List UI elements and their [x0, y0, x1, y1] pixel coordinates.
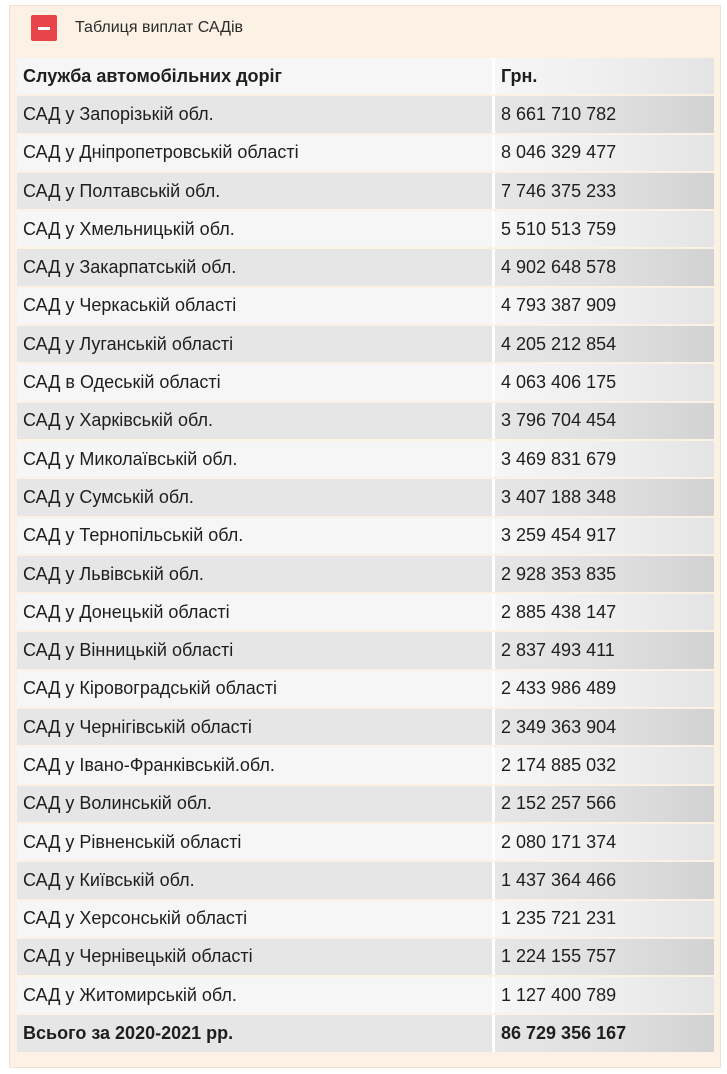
amount-cell: 2 174 885 032	[495, 747, 714, 783]
table-row	[17, 786, 714, 822]
amount-cell: 2 349 363 904	[495, 709, 714, 745]
service-name-cell: САД у Чернігівській області	[17, 709, 495, 745]
amount-cell: 3 796 704 454	[495, 403, 714, 439]
table-row	[17, 901, 714, 937]
table-row	[17, 249, 714, 285]
service-name-cell: САД у Херсонській області	[17, 901, 495, 937]
service-name-cell: САД у Київській обл.	[17, 862, 495, 898]
service-name-cell: САД в Одеській області	[17, 364, 495, 400]
table-row	[17, 288, 714, 324]
amount-cell: 2 433 986 489	[495, 671, 714, 707]
service-name-cell: САД у Івано-Франківській.обл.	[17, 747, 495, 783]
amount-cell: 2 837 493 411	[495, 632, 714, 668]
amount-cell: 4 902 648 578	[495, 249, 714, 285]
amount-cell: 3 469 831 679	[495, 441, 714, 477]
amount-cell: 1 127 400 789	[495, 977, 714, 1013]
service-name-cell: САД у Вінницькій області	[17, 632, 495, 668]
panel-header[interactable]	[10, 6, 720, 50]
amount-cell: 1 224 155 757	[495, 939, 714, 975]
service-name-cell: САД у Львівській обл.	[17, 556, 495, 592]
payments-table	[17, 56, 714, 1054]
table-row	[17, 747, 714, 783]
service-name-cell: САД у Кіровоградській області	[17, 671, 495, 707]
table-row	[17, 977, 714, 1013]
amount-cell: 1 437 364 466	[495, 862, 714, 898]
table-header-row	[17, 58, 714, 94]
table-row	[17, 326, 714, 362]
service-name-cell: САД у Хмельницькій обл.	[17, 211, 495, 247]
table-body	[17, 58, 714, 1052]
table-row	[17, 518, 714, 554]
service-name-cell: САД у Закарпатській обл.	[17, 249, 495, 285]
table-row	[17, 709, 714, 745]
service-name-cell: САД у Харківській обл.	[17, 403, 495, 439]
service-name-cell: САД у Запорізькій обл.	[17, 96, 495, 132]
table-row	[17, 479, 714, 515]
amount-cell: 3 407 188 348	[495, 479, 714, 515]
table-row	[17, 632, 714, 668]
table-row	[17, 594, 714, 630]
service-name-cell: Всього за 2020-2021 рр.	[17, 1015, 495, 1051]
amount-cell: 4 793 387 909	[495, 288, 714, 324]
amount-cell: 3 259 454 917	[495, 518, 714, 554]
amount-cell: 5 510 513 759	[495, 211, 714, 247]
amount-cell: 2 885 438 147	[495, 594, 714, 630]
table-total-row	[17, 1015, 714, 1051]
amount-cell: 2 928 353 835	[495, 556, 714, 592]
amount-cell: 4 205 212 854	[495, 326, 714, 362]
service-name-cell: САД у Черкаській області	[17, 288, 495, 324]
service-name-cell: САД у Дніпропетровській області	[17, 135, 495, 171]
service-name-cell: САД у Тернопільській обл.	[17, 518, 495, 554]
service-name-cell: САД у Луганській області	[17, 326, 495, 362]
service-name-cell: САД у Миколаївській обл.	[17, 441, 495, 477]
table-row	[17, 173, 714, 209]
service-name-cell: САД у Полтавській обл.	[17, 173, 495, 209]
amount-cell: 8 661 710 782	[495, 96, 714, 132]
table-row	[17, 211, 714, 247]
table-row	[17, 364, 714, 400]
amount-cell: 86 729 356 167	[495, 1015, 714, 1051]
service-name-cell: САД у Житомирській обл.	[17, 977, 495, 1013]
table-row	[17, 441, 714, 477]
column-header-amount: Грн.	[495, 58, 714, 94]
table-row	[17, 671, 714, 707]
service-name-cell: САД у Сумській обл.	[17, 479, 495, 515]
table-row	[17, 403, 714, 439]
table-row	[17, 939, 714, 975]
table-row	[17, 824, 714, 860]
collapsible-panel	[9, 5, 721, 1068]
minus-icon	[38, 27, 50, 30]
amount-cell: 7 746 375 233	[495, 173, 714, 209]
amount-cell: 2 080 171 374	[495, 824, 714, 860]
amount-cell: 8 046 329 477	[495, 135, 714, 171]
collapse-toggle-button[interactable]	[31, 15, 57, 41]
service-name-cell: САД у Волинській обл.	[17, 786, 495, 822]
table-row	[17, 862, 714, 898]
amount-cell: 1 235 721 231	[495, 901, 714, 937]
amount-cell: 2 152 257 566	[495, 786, 714, 822]
table-row	[17, 96, 714, 132]
service-name-cell: САД у Донецькій області	[17, 594, 495, 630]
table-row	[17, 556, 714, 592]
service-name-cell: САД у Чернівецькій області	[17, 939, 495, 975]
service-name-cell: САД у Рівненській області	[17, 824, 495, 860]
column-header-service: Служба автомобільних доріг	[17, 58, 495, 94]
table-row	[17, 135, 714, 171]
amount-cell: 4 063 406 175	[495, 364, 714, 400]
panel-title: Таблиця виплат САДів	[75, 19, 243, 36]
